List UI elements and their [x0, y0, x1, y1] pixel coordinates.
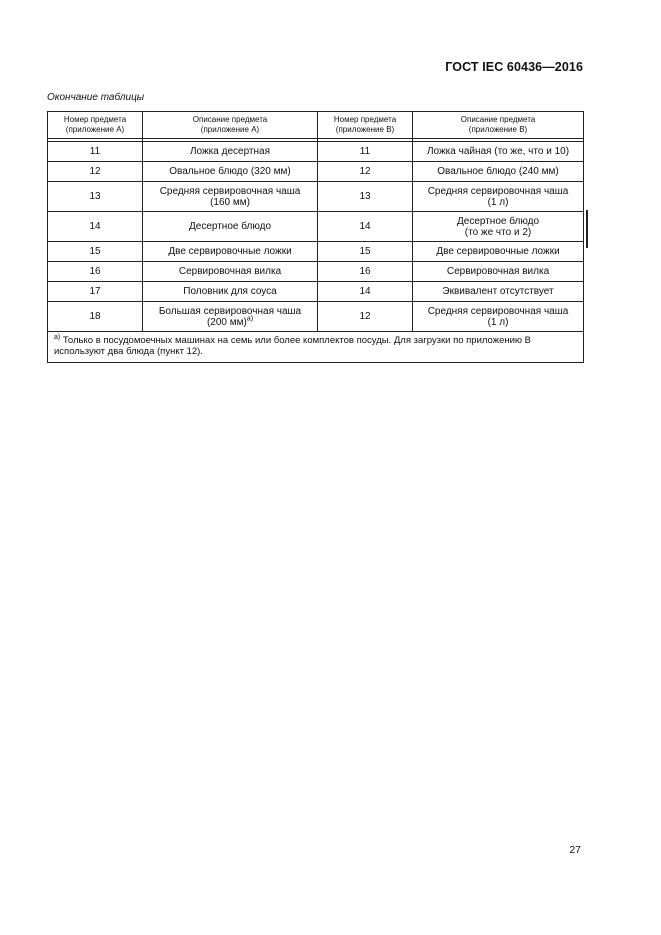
cell-b-description: Ложка чайная (то же, что и 10) [413, 142, 584, 162]
cell-b-number: 14 [318, 212, 413, 242]
cell-a-number: 15 [48, 242, 143, 262]
col-header-a-description-line2: (приложение А) [200, 125, 260, 134]
cell-a-description-text: Большая сервировочная чаша (200 мм) [158, 305, 302, 328]
table-row [48, 262, 584, 282]
cell-a-description [143, 302, 318, 332]
cell-b-number: 16 [318, 262, 413, 282]
col-header-b-number [318, 112, 413, 139]
cell-a-number: 11 [48, 142, 143, 162]
cell-a-description: Средняя сервировочная чаша (160 мм) [143, 182, 318, 212]
cell-b-number: 13 [318, 182, 413, 212]
cell-a-number: 17 [48, 282, 143, 302]
table-row [48, 142, 584, 162]
col-header-b-description-line2: (приложение В) [468, 125, 528, 134]
cell-a-description: Десертное блюдо [143, 212, 318, 242]
cell-a-number: 13 [48, 182, 143, 212]
cell-b-number: 14 [318, 282, 413, 302]
cell-b-description: Сервировочная вилка [413, 262, 584, 282]
cell-a-description: Ложка десертная [143, 142, 318, 162]
footnote-ref: a) [246, 315, 254, 323]
table-body [48, 142, 584, 363]
table-footnote [48, 332, 584, 363]
col-header-a-description [143, 112, 318, 139]
col-header-a-description-line1: Описание предмета [192, 115, 268, 124]
col-header-b-number-line2: (приложение В) [335, 125, 395, 134]
table-row [48, 162, 584, 182]
cell-a-number: 12 [48, 162, 143, 182]
table-row [48, 282, 584, 302]
cell-b-number: 12 [318, 162, 413, 182]
cell-a-number: 18 [48, 302, 143, 332]
items-table [47, 111, 584, 363]
change-bar [586, 210, 588, 248]
col-header-b-description-line1: Описание предмета [460, 115, 536, 124]
table-row [48, 242, 584, 262]
cell-b-number: 11 [318, 142, 413, 162]
cell-b-number: 12 [318, 302, 413, 332]
table-row [48, 212, 584, 242]
col-header-b-description [413, 112, 584, 139]
footnote-text: Только в посудомоечных машинах на семь или более комплектов посуды. Для загрузки по приложению В используют два блюда (пункт 12). [54, 335, 532, 357]
cell-b-description: Средняя сервировочная чаша (1 л) [413, 182, 584, 212]
cell-a-description: Две сервировочные ложки [143, 242, 318, 262]
table-row [48, 182, 584, 212]
cell-b-description: Средняя сервировочная чаша (1 л) [413, 302, 584, 332]
cell-b-description: Эквивалент отсутствует [413, 282, 584, 302]
table-row [48, 302, 584, 332]
cell-a-description: Сервировочная вилка [143, 262, 318, 282]
cell-a-description: Овальное блюдо (320 мм) [143, 162, 318, 182]
cell-a-number: 16 [48, 262, 143, 282]
cell-a-description: Половник для соуса [143, 282, 318, 302]
col-header-b-number-line1: Номер предмета [333, 115, 397, 124]
footnote-marker: a) [54, 333, 61, 341]
col-header-a-number-line2: (приложение А) [65, 125, 125, 134]
cell-b-description: Десертное блюдо (то же что и 2) [413, 212, 584, 242]
footnote-row [48, 332, 584, 363]
cell-b-description: Овальное блюдо (240 мм) [413, 162, 584, 182]
col-header-a-number [48, 112, 143, 139]
table-caption: Окончание таблицы [47, 92, 145, 103]
cell-b-number: 15 [318, 242, 413, 262]
col-header-a-number-line1: Номер предмета [63, 115, 127, 124]
cell-a-number: 14 [48, 212, 143, 242]
document-header: ГОСТ IEC 60436—2016 [445, 60, 583, 74]
page-number: 27 [569, 844, 581, 856]
cell-b-description: Две сервировочные ложки [413, 242, 584, 262]
table-header-row [48, 112, 584, 139]
